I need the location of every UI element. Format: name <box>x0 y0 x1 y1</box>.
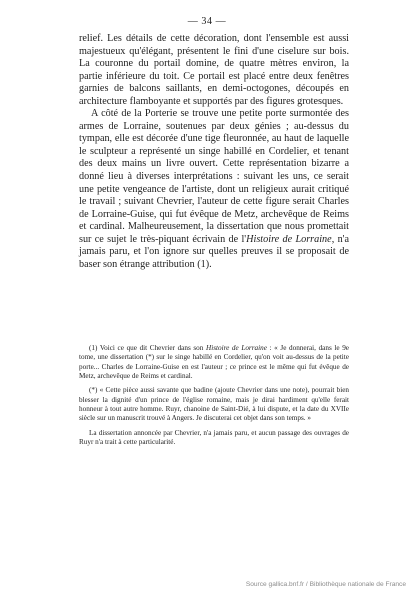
source-credit: Source gallica.bnf.fr / Bibliothèque nationale de France <box>245 581 406 588</box>
footnote-3: La dissertation annoncée par Chevrier, n'a jamais paru, et aucun passage des ouvrages de Ruyr n'a trait à cette particularité. <box>79 428 349 447</box>
main-text-body <box>79 33 349 271</box>
footnote-book-title: Histoire de Lorraine <box>206 344 267 352</box>
footnote-1 <box>79 344 349 381</box>
page-number: — 34 — <box>187 16 227 27</box>
footnotes <box>79 344 349 447</box>
footnote-1-text-start: (1) Voici ce que dit Chevrier dans son <box>89 344 206 352</box>
paragraph-2 <box>79 108 349 271</box>
paragraph-2-text-start: A côté de la Porterie se trouve une petite porte surmontée des armes de Lorraine, soutenues par deux génies ; au-dessus du tympan, elle est décorée d'une tige fleuronnée, au haut de laquelle le sculpteur a représenté un singe habillé en Cordelier, et tenant des deux mains un livre ouvert. Cette représentation bizarre a donné lieu à diverses interprétations : suivant les uns, ce serait une petite vengeance de l'artiste, dont un religieux aurait critiqué le travail ; suivant Chevrier, l'auteur de cette figure serait Charles de Lorraine-Guise, qui fut évêque de Metz, archevêque de Reims et cardinal. Malheureusement, la dissertation que nous promettait sur ce sujet le très-piquant écrivain de l' <box>79 108 349 245</box>
book-title-histoire-de-lorraine: Histoire de Lorraine <box>246 233 332 245</box>
paragraph-2-text-end: , n'a jamais paru, et l'on ignore sur quelles preuves il se proposait de baser son étrange attribution (1). <box>79 233 350 270</box>
paragraph-1: relief. Les détails de cette décoration, dont l'ensemble est aussi majestueux qu'élégant, présentent le fini d'une ciselure sur bois. La couronne du portail domine, de quatre mètres environ, la partie inférieure du toit. Ce portail est placé entre deux fenêtres garnies de balcons saillants, en demi-octogones, découpés en architecture flamboyante et supportés par des figures grotesques. <box>79 33 349 107</box>
footnote-1-text-end: : « Je donnerai, dans le 9e tome, une dissertation (*) sur le singe habillé en Cordelier, qu'on voit au-dessus de la petite porte... Charles de Lorraine-Guise en est l'auteur ; ce prince est le même qui fut évêque de Metz, archevêque de Reims et cardinal. <box>79 344 349 381</box>
footnote-2: (*) « Cette pièce aussi savante que badine (ajoute Chevrier dans une note), pourrait bien blesser la dignité d'un prince de l'église romaine, mais je dirai hardiment qu'elle ferait honneur à tout autre homme. Ruyr, chanoine de Saint-Dié, à lui dispute, et la date du XVIIe siècle sur un manuscrit trouvé à Angers. Je discuterai cet objet dans son temps. » <box>79 386 349 423</box>
